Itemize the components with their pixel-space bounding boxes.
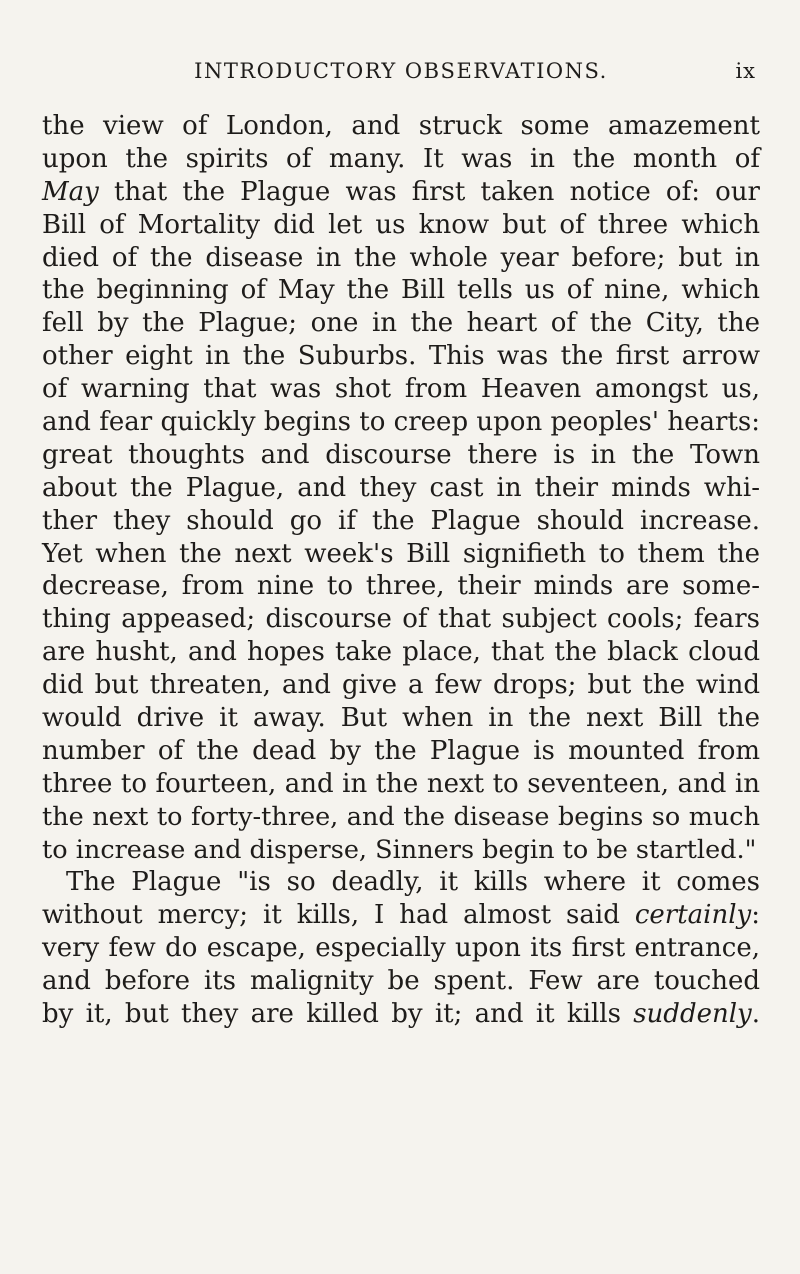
text-line: very few do escape, especially upon its first entrance, [42,933,760,964]
text-line: of warning that was shot from Heaven amongst us, [42,374,760,405]
text-line: three to fourteen, and in the next to seventeen, and in [42,768,760,799]
text-line: upon the spirits of many. It was in the month of [42,143,760,174]
text-line: by it, but they are killed by it; and it kills suddenly. [42,999,760,1030]
page-number: ix [735,59,756,83]
text-line: did but threaten, and give a few drops; but the wind [42,670,760,701]
text-line: without mercy; it kills, I had almost said certainly: [42,900,760,931]
text-line: The Plague "is so deadly, it kills where it comes [66,867,760,898]
body-text [42,110,760,1031]
italic-word: certainly [634,900,752,931]
text-line: other eight in the Suburbs. This was the first arrow [42,341,760,372]
text-line: the next to forty-three, and the disease begins so much [42,801,760,832]
text-line: great thoughts and discourse there is in the Town [42,439,760,470]
text-line: May that the Plague was first taken notice of: our [42,176,760,207]
text-line: died of the disease in the whole year before; but in [42,242,760,273]
text-line: about the Plague, and they cast in their minds whi- [42,472,760,503]
text-line: Yet when the next week's Bill signifieth to them the [42,538,760,569]
text-line: ther they should go if the Plague should increase. [42,505,760,536]
text-line: and fear quickly begins to creep upon peoples' hearts: [42,407,760,438]
italic-word: May [42,176,99,207]
running-head [42,56,760,86]
running-title: INTRODUCTORY OBSERVATIONS. [194,59,608,83]
text-line: and before its malignity be spent. Few are touched [42,966,760,997]
text-line: Bill of Mortality did let us know but of three which [42,209,760,240]
text-line: would drive it away. But when in the next Bill the [42,703,760,734]
text-line: are husht, and hopes take place, that the black cloud [42,637,760,668]
text-line: the view of London, and struck some amazement [42,111,760,141]
text-line: number of the dead by the Plague is mounted from [42,735,760,766]
text-line: decrease, from nine to three, their minds are some- [42,571,760,602]
text-line: fell by the Plague; one in the heart of the City, the [42,308,760,339]
text-line: to increase and disperse, Sinners begin to be startled." [42,834,757,865]
text-line: the beginning of May the Bill tells us of nine, which [42,275,760,306]
italic-word: suddenly [633,999,752,1030]
text-line: thing appeased; discourse of that subject cools; fears [42,604,760,635]
